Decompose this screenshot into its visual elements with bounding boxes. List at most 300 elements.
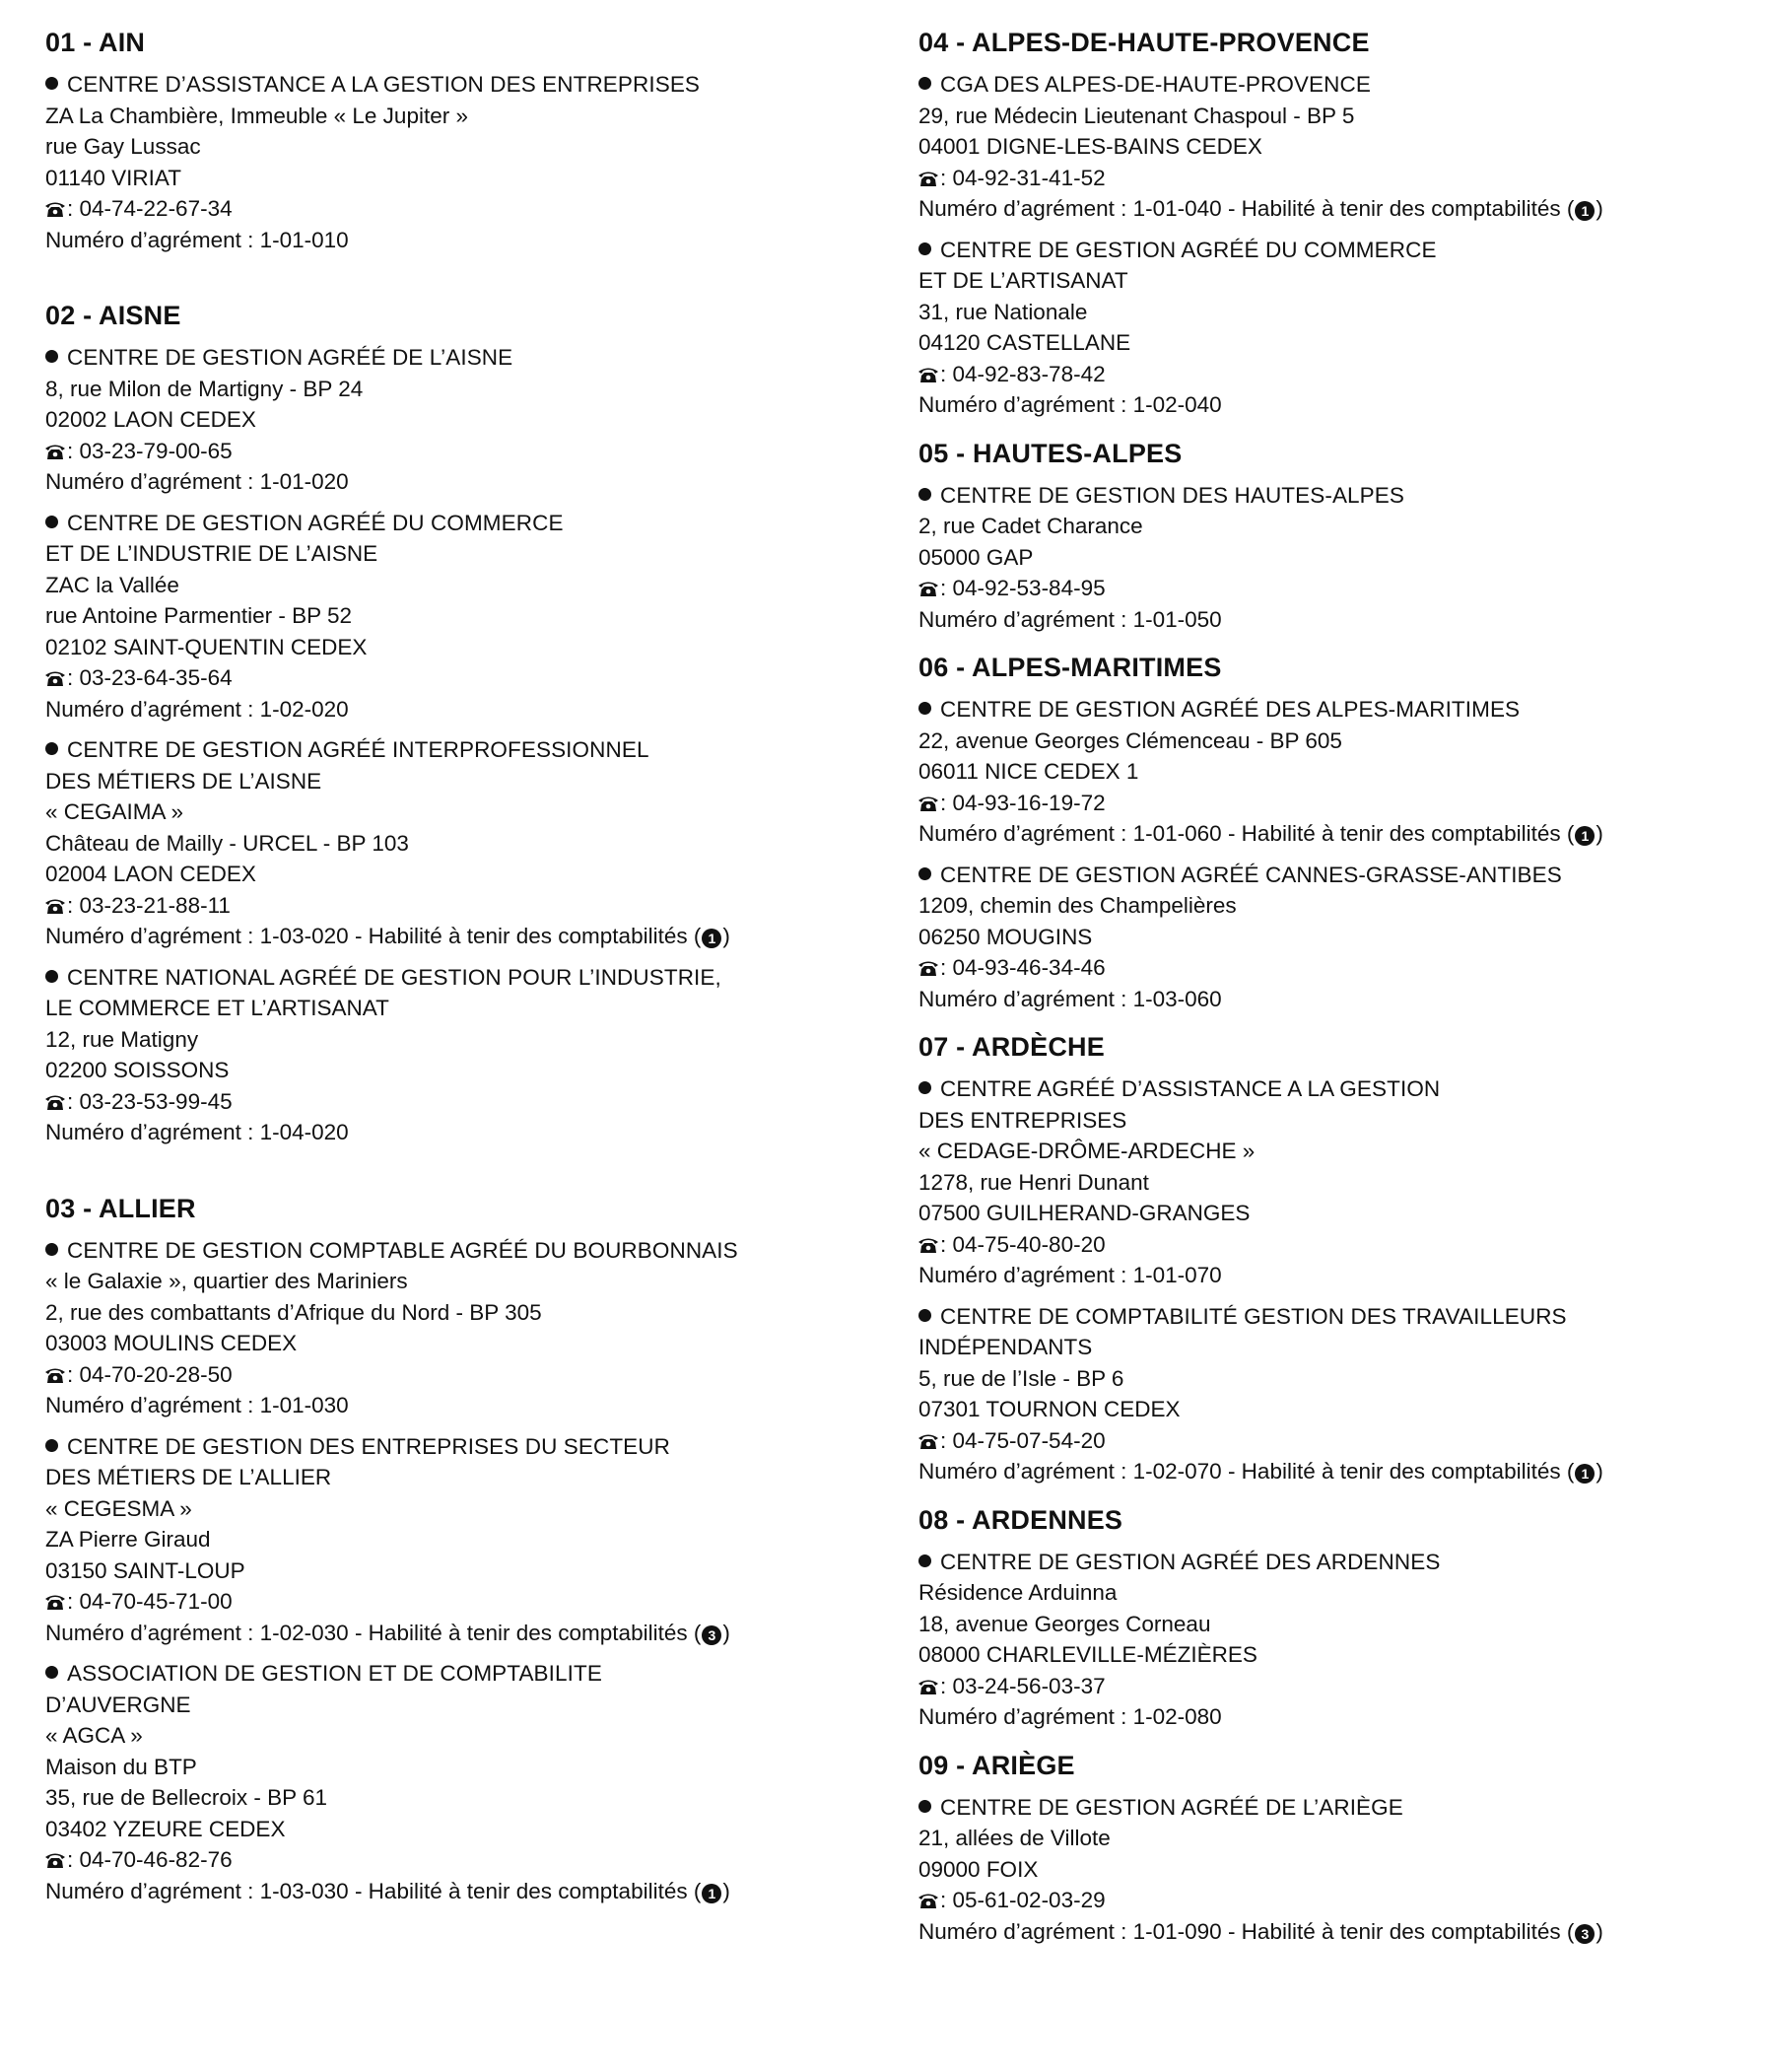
bullet-icon — [45, 1666, 58, 1679]
agrement-label: Numéro d’agrément : — [45, 227, 260, 252]
agrement-number: 1-02-030 — [259, 1620, 349, 1645]
address-line — [918, 1332, 1756, 1363]
bullet-icon — [918, 77, 931, 90]
phone-number: : 04-70-45-71-00 — [67, 1589, 233, 1614]
address-line — [918, 101, 1756, 132]
address-line — [45, 766, 893, 797]
centre-entry — [45, 508, 893, 725]
agrement-number: 1-02-020 — [259, 696, 349, 722]
phone-line — [45, 1586, 893, 1618]
agrement-label: Numéro d’agrément : — [918, 1263, 1133, 1287]
line-text: 03003 MOULINS CEDEX — [45, 1331, 298, 1355]
centre-entry — [45, 1431, 893, 1649]
line-text: 04120 CASTELLANE — [918, 330, 1131, 355]
department-section — [918, 1503, 1756, 1733]
centre-entry — [45, 1658, 893, 1906]
line-text: 29, rue Médecin Lieutenant Chaspoul - BP 5 — [918, 103, 1355, 128]
habilite-label: - Habilité à tenir des comptabilités ( — [348, 924, 702, 948]
address-line — [45, 1266, 893, 1297]
line-text: 1278, rue Henri Dunant — [918, 1169, 1149, 1195]
agrement-number: 1-01-030 — [259, 1393, 349, 1417]
address-line — [45, 404, 893, 436]
line-text: ASSOCIATION DE GESTION ET DE COMPTABILITE — [67, 1661, 602, 1686]
line-text: CENTRE AGRÉÉ D’ASSISTANCE A LA GESTION — [940, 1076, 1441, 1101]
habilite-label: - Habilité à tenir des comptabilités ( — [1221, 196, 1575, 221]
line-text: Résidence Arduinna — [918, 1580, 1118, 1605]
address-line — [918, 1609, 1756, 1640]
agrement-line — [45, 466, 893, 498]
line-text: CENTRE DE GESTION COMPTABLE AGRÉÉ DU BOURBONNAIS — [67, 1237, 738, 1263]
line-text: 06250 MOUGINS — [918, 924, 1093, 949]
phone-number: : 04-93-16-19-72 — [940, 790, 1106, 815]
phone-number: : 04-70-20-28-50 — [67, 1361, 233, 1387]
phone-line — [918, 1671, 1756, 1702]
line-text: DES ENTREPRISES — [918, 1107, 1127, 1133]
line-text: 12, rue Matigny — [45, 1026, 199, 1052]
line-text: ET DE L’INDUSTRIE DE L’AISNE — [45, 541, 378, 566]
department-section — [918, 1749, 1756, 1948]
centre-name — [918, 235, 1756, 266]
phone-line — [918, 163, 1756, 194]
agrement-number: 1-01-090 — [1132, 1918, 1222, 1944]
department-title: 07 - ARDÈCHE — [918, 1032, 1105, 1062]
centre-entry — [918, 694, 1756, 850]
habilite-label: - Habilité à tenir des comptabilités ( — [348, 1878, 702, 1903]
phone-number: : 04-92-31-41-52 — [940, 165, 1106, 190]
agrement-label: Numéro d’agrément : — [45, 696, 260, 722]
line-text: CENTRE DE GESTION AGRÉÉ INTERPROFESSIONNEL — [67, 737, 649, 762]
department-section — [45, 26, 893, 255]
telephone-icon — [918, 1237, 938, 1254]
centre-entry — [45, 962, 893, 1148]
address-line — [45, 828, 893, 860]
phone-number: : 04-75-07-54-20 — [940, 1427, 1106, 1453]
centre-name — [918, 860, 1756, 891]
agrement-label: Numéro d’agrément : — [918, 986, 1133, 1011]
agrement-number: 1-01-020 — [259, 469, 349, 494]
phone-line — [45, 890, 893, 922]
line-text: 06011 NICE CEDEX 1 — [918, 759, 1139, 784]
line-text: 03150 SAINT-LOUP — [45, 1557, 245, 1583]
address-line — [918, 1167, 1756, 1199]
address-line — [45, 1555, 893, 1587]
phone-line — [918, 1885, 1756, 1916]
line-text: rue Antoine Parmentier - BP 52 — [45, 603, 353, 628]
address-line — [918, 1363, 1756, 1395]
close-paren: ) — [1596, 821, 1603, 846]
telephone-icon — [45, 444, 65, 460]
agrement-line — [45, 921, 893, 952]
agrement-label: Numéro d’agrément : — [918, 1459, 1133, 1484]
address-line — [45, 131, 893, 163]
address-line — [918, 1823, 1756, 1854]
bullet-icon — [918, 867, 931, 880]
address-line — [918, 756, 1756, 788]
address-line — [918, 1577, 1756, 1609]
line-text: INDÉPENDANTS — [918, 1335, 1093, 1359]
telephone-icon — [45, 898, 65, 915]
agrement-number: 1-02-080 — [1132, 1704, 1222, 1729]
centre-entry — [918, 1073, 1756, 1291]
agrement-number: 1-01-040 — [1132, 196, 1222, 221]
phone-line — [45, 1844, 893, 1876]
close-paren: ) — [722, 1878, 730, 1903]
phone-line — [45, 436, 893, 467]
line-text: CENTRE DE GESTION DES HAUTES-ALPES — [940, 482, 1404, 508]
telephone-icon — [918, 581, 938, 597]
centre-name — [45, 1658, 893, 1690]
address-line — [45, 1297, 893, 1329]
phone-number: : 03-24-56-03-37 — [940, 1673, 1106, 1698]
agrement-line — [918, 193, 1756, 225]
department-title: 08 - ARDENNES — [918, 1504, 1123, 1535]
bullet-icon — [918, 1800, 931, 1813]
department-section — [918, 1030, 1756, 1487]
line-text: 02002 LAON CEDEX — [45, 407, 256, 432]
address-line — [918, 327, 1756, 359]
agrement-number: 1-03-030 — [259, 1878, 349, 1903]
line-text: CENTRE DE GESTION AGRÉÉ DU COMMERCE — [67, 510, 564, 535]
right-column — [918, 26, 1756, 1957]
department-title: 05 - HAUTES-ALPES — [918, 438, 1183, 468]
line-text: « CEDAGE-DRÔME-ARDECHE » — [918, 1139, 1256, 1163]
centre-name — [918, 1547, 1756, 1578]
bullet-icon — [918, 1554, 931, 1567]
department-section — [45, 1192, 893, 1907]
department-title: 01 - AIN — [45, 28, 146, 57]
bullet-icon — [918, 242, 931, 255]
line-text: CENTRE DE GESTION AGRÉÉ DU COMMERCE — [940, 237, 1437, 262]
agrement-label: Numéro d’agrément : — [45, 1393, 260, 1417]
agrement-label: Numéro d’agrément : — [918, 196, 1133, 221]
agrement-line — [45, 1618, 893, 1649]
address-line — [45, 570, 893, 601]
habilite-label: - Habilité à tenir des comptabilités ( — [1221, 821, 1575, 846]
line-text: CENTRE DE GESTION DES ENTREPRISES DU SECTEUR — [67, 1433, 670, 1459]
line-text: CENTRE NATIONAL AGRÉÉ DE GESTION POUR L’INDUSTRIE, — [67, 964, 721, 990]
agrement-line — [918, 1456, 1756, 1487]
agrement-label: Numéro d’agrément : — [45, 1620, 260, 1645]
agrement-label: Numéro d’agrément : — [918, 1704, 1133, 1729]
close-paren: ) — [722, 924, 730, 948]
close-paren: ) — [1596, 1918, 1603, 1944]
line-text: CENTRE DE GESTION AGRÉÉ DE L’AISNE — [67, 345, 513, 370]
line-text: 21, allées de Villote — [918, 1826, 1111, 1850]
habilite-label: - Habilité à tenir des comptabilités ( — [1221, 1918, 1575, 1944]
line-text: CENTRE D’ASSISTANCE A LA GESTION DES ENTREPRISES — [67, 72, 701, 97]
agrement-number: 1-01-070 — [1132, 1263, 1222, 1287]
phone-line — [918, 788, 1756, 819]
address-line — [45, 1328, 893, 1359]
bullet-icon — [918, 702, 931, 715]
telephone-icon — [918, 367, 938, 383]
bullet-icon — [45, 970, 58, 983]
phone-number: : 04-92-53-84-95 — [940, 576, 1106, 600]
close-paren: ) — [1596, 1459, 1603, 1484]
phone-number: : 04-92-83-78-42 — [940, 361, 1106, 386]
telephone-icon — [45, 1594, 65, 1611]
centre-name — [45, 734, 893, 766]
address-line — [918, 511, 1756, 542]
department-title: 03 - ALLIER — [45, 1193, 196, 1223]
circled-note-icon: 3 — [1575, 1924, 1595, 1944]
telephone-icon — [45, 1852, 65, 1869]
centre-name — [45, 1431, 893, 1463]
bullet-icon — [45, 742, 58, 755]
centre-entry — [918, 480, 1756, 636]
agrement-number: 1-03-060 — [1132, 986, 1222, 1011]
bullet-icon — [45, 350, 58, 363]
telephone-icon — [45, 1094, 65, 1111]
address-line — [45, 538, 893, 570]
line-text: rue Gay Lussac — [45, 134, 201, 159]
agrement-line — [45, 1876, 893, 1907]
line-text: DES MÉTIERS DE L’ALLIER — [45, 1465, 332, 1489]
phone-line — [45, 1086, 893, 1118]
phone-number: : 05-61-02-03-29 — [940, 1888, 1106, 1912]
address-line — [918, 1136, 1756, 1167]
address-line — [45, 1752, 893, 1783]
phone-number: : 03-23-53-99-45 — [67, 1088, 233, 1114]
centre-entry — [918, 1792, 1756, 1948]
circled-note-icon: 3 — [702, 1625, 721, 1645]
address-line — [918, 1639, 1756, 1671]
agrement-line — [918, 1260, 1756, 1291]
telephone-icon — [918, 171, 938, 187]
telephone-icon — [918, 795, 938, 812]
phone-line — [45, 662, 893, 694]
section-spacer — [45, 1158, 893, 1192]
circled-note-icon: 1 — [702, 1884, 721, 1903]
address-line — [45, 632, 893, 663]
department-title: 04 - ALPES-DE-HAUTE-PROVENCE — [918, 28, 1370, 57]
line-text: 22, avenue Georges Clémenceau - BP 605 — [918, 727, 1342, 753]
department-title: 09 - ARIÈGE — [918, 1750, 1075, 1780]
line-text: ZA La Chambière, Immeuble « Le Jupiter » — [45, 103, 468, 128]
address-line — [45, 600, 893, 632]
line-text: DES MÉTIERS DE L’AISNE — [45, 768, 322, 794]
bullet-icon — [918, 1309, 931, 1322]
address-line — [918, 922, 1756, 953]
centre-name — [918, 1301, 1756, 1333]
agrement-label: Numéro d’agrément : — [45, 469, 260, 494]
phone-line — [918, 1425, 1756, 1457]
address-line — [45, 1462, 893, 1493]
line-text: 02200 SOISSONS — [45, 1058, 230, 1082]
agrement-line — [45, 225, 893, 256]
address-line — [918, 297, 1756, 328]
centre-entry — [45, 342, 893, 498]
department-title: 02 - AISNE — [45, 301, 181, 330]
line-text: 09000 FOIX — [918, 1856, 1039, 1882]
address-line — [45, 1493, 893, 1525]
line-text: 02102 SAINT-QUENTIN CEDEX — [45, 634, 368, 659]
line-text: « CEGESMA » — [45, 1495, 192, 1521]
line-text: CGA DES ALPES-DE-HAUTE-PROVENCE — [940, 72, 1371, 97]
address-line — [45, 1524, 893, 1555]
address-line — [45, 859, 893, 890]
centre-entry — [918, 1547, 1756, 1733]
address-line — [918, 131, 1756, 163]
agrement-number: 1-01-010 — [259, 227, 349, 252]
section-spacer — [45, 265, 893, 299]
centre-entry — [918, 69, 1756, 225]
centre-entry — [45, 69, 893, 255]
agrement-label: Numéro d’agrément : — [918, 1918, 1133, 1944]
phone-number: : 04-93-46-34-46 — [940, 955, 1106, 980]
phone-line — [45, 1359, 893, 1391]
line-text: Château de Mailly - URCEL - BP 103 — [45, 830, 409, 856]
address-line — [45, 796, 893, 828]
line-text: D’AUVERGNE — [45, 1692, 191, 1717]
line-text: 08000 CHARLEVILLE-MÉZIÈRES — [918, 1642, 1257, 1667]
line-text: CENTRE DE COMPTABILITÉ GESTION DES TRAVAILLEURS — [940, 1303, 1567, 1329]
agrement-number: 1-02-040 — [1132, 392, 1222, 417]
centre-name — [918, 1073, 1756, 1105]
circled-note-icon: 1 — [1575, 1464, 1595, 1484]
agrement-label: Numéro d’agrément : — [918, 606, 1133, 632]
address-line — [918, 890, 1756, 922]
phone-line — [918, 952, 1756, 984]
department-section — [918, 26, 1756, 421]
agrement-label: Numéro d’agrément : — [45, 1878, 260, 1903]
bullet-icon — [45, 1243, 58, 1256]
line-text: 07301 TOURNON CEDEX — [918, 1397, 1181, 1421]
address-line — [918, 1198, 1756, 1229]
agrement-line — [918, 1701, 1756, 1733]
telephone-icon — [45, 1367, 65, 1384]
circled-note-icon: 1 — [702, 929, 721, 948]
centre-name — [918, 1792, 1756, 1824]
centre-entry — [918, 235, 1756, 421]
address-line — [45, 101, 893, 132]
agrement-line — [918, 1916, 1756, 1948]
line-text: ZAC la Vallée — [45, 572, 179, 597]
address-line — [45, 374, 893, 405]
centre-name — [45, 342, 893, 374]
agrement-label: Numéro d’agrément : — [45, 924, 260, 948]
address-line — [918, 265, 1756, 297]
agrement-line — [918, 984, 1756, 1015]
address-line — [918, 1105, 1756, 1137]
line-text: 31, rue Nationale — [918, 299, 1088, 324]
agrement-label: Numéro d’agrément : — [918, 821, 1133, 846]
telephone-icon — [45, 670, 65, 687]
phone-number: : 03-23-79-00-65 — [67, 438, 233, 463]
line-text: Maison du BTP — [45, 1754, 197, 1779]
line-text: « le Galaxie », quartier des Mariniers — [45, 1269, 408, 1293]
agrement-number: 1-02-070 — [1132, 1459, 1222, 1484]
address-line — [918, 725, 1756, 757]
centre-name — [45, 962, 893, 994]
phone-line — [918, 359, 1756, 390]
address-line — [45, 1814, 893, 1845]
address-line — [45, 1782, 893, 1814]
line-text: ZA Pierre Giraud — [45, 1527, 211, 1552]
left-column — [45, 26, 893, 1916]
line-text: 02004 LAON CEDEX — [45, 862, 256, 886]
address-line — [45, 993, 893, 1024]
telephone-icon — [918, 960, 938, 977]
bullet-icon — [918, 488, 931, 501]
line-text: CENTRE DE GESTION AGRÉÉ CANNES-GRASSE-ANTIBES — [940, 862, 1562, 887]
line-text: CENTRE DE GESTION AGRÉÉ DES ARDENNES — [940, 1549, 1441, 1574]
close-paren: ) — [722, 1620, 730, 1645]
circled-note-icon: 1 — [1575, 826, 1595, 846]
address-line — [45, 1690, 893, 1721]
line-text: 01140 VIRIAT — [45, 165, 181, 190]
department-section — [918, 437, 1756, 636]
circled-note-icon: 1 — [1575, 201, 1595, 221]
department-title: 06 - ALPES-MARITIMES — [918, 653, 1222, 682]
address-line — [918, 542, 1756, 574]
line-text: « AGCA » — [45, 1723, 143, 1748]
line-text: ET DE L’ARTISANAT — [918, 268, 1128, 293]
agrement-line — [918, 818, 1756, 850]
line-text: 35, rue de Bellecroix - BP 61 — [45, 1785, 327, 1810]
department-section — [45, 299, 893, 1148]
habilite-label: - Habilité à tenir des comptabilités ( — [1221, 1459, 1575, 1484]
centre-name — [918, 694, 1756, 725]
centre-name — [45, 508, 893, 539]
phone-number: : 03-23-21-88-11 — [67, 892, 231, 918]
line-text: 03402 YZEURE CEDEX — [45, 1816, 286, 1841]
centre-entry — [45, 734, 893, 952]
telephone-icon — [918, 1679, 938, 1695]
agrement-number: 1-01-050 — [1132, 606, 1222, 632]
agrement-line — [45, 1390, 893, 1421]
agrement-line — [45, 694, 893, 725]
bullet-icon — [918, 1081, 931, 1094]
line-text: « CEGAIMA » — [45, 799, 184, 824]
bullet-icon — [45, 516, 58, 528]
agrement-label: Numéro d’agrément : — [45, 1120, 260, 1144]
agrement-number: 1-04-020 — [259, 1120, 349, 1144]
line-text: 04001 DIGNE-LES-BAINS CEDEX — [918, 134, 1262, 159]
line-text: 2, rue des combattants d’Afrique du Nord - BP 305 — [45, 1299, 542, 1325]
address-line — [918, 1854, 1756, 1886]
line-text: 8, rue Milon de Martigny - BP 24 — [45, 376, 364, 401]
agrement-label: Numéro d’agrément : — [918, 392, 1133, 417]
line-text: CENTRE DE GESTION AGRÉÉ DE L’ARIÈGE — [940, 1794, 1403, 1820]
centre-name — [918, 480, 1756, 512]
centre-entry — [45, 1235, 893, 1421]
line-text: LE COMMERCE ET L’ARTISANAT — [45, 996, 389, 1020]
agrement-number: 1-03-020 — [259, 924, 349, 948]
line-text: 05000 GAP — [918, 544, 1034, 570]
phone-number: : 04-70-46-82-76 — [67, 1847, 233, 1872]
telephone-icon — [45, 201, 65, 218]
bullet-icon — [45, 1439, 58, 1452]
centre-entry — [918, 860, 1756, 1015]
department-section — [918, 651, 1756, 1014]
address-line — [45, 163, 893, 194]
phone-number: : 04-74-22-67-34 — [67, 196, 233, 221]
agrement-line — [45, 1117, 893, 1148]
centre-name — [45, 1235, 893, 1267]
address-line — [45, 1720, 893, 1752]
address-line — [918, 1394, 1756, 1425]
line-text: 18, avenue Georges Corneau — [918, 1611, 1211, 1636]
agrement-number: 1-01-060 — [1132, 821, 1222, 846]
line-text: 07500 GUILHERAND-GRANGES — [918, 1201, 1251, 1225]
agrement-line — [918, 389, 1756, 421]
address-line — [45, 1055, 893, 1086]
telephone-icon — [918, 1433, 938, 1450]
phone-number: : 04-75-40-80-20 — [940, 1231, 1106, 1257]
close-paren: ) — [1596, 196, 1603, 221]
line-text: CENTRE DE GESTION AGRÉÉ DES ALPES-MARITIMES — [940, 697, 1521, 722]
